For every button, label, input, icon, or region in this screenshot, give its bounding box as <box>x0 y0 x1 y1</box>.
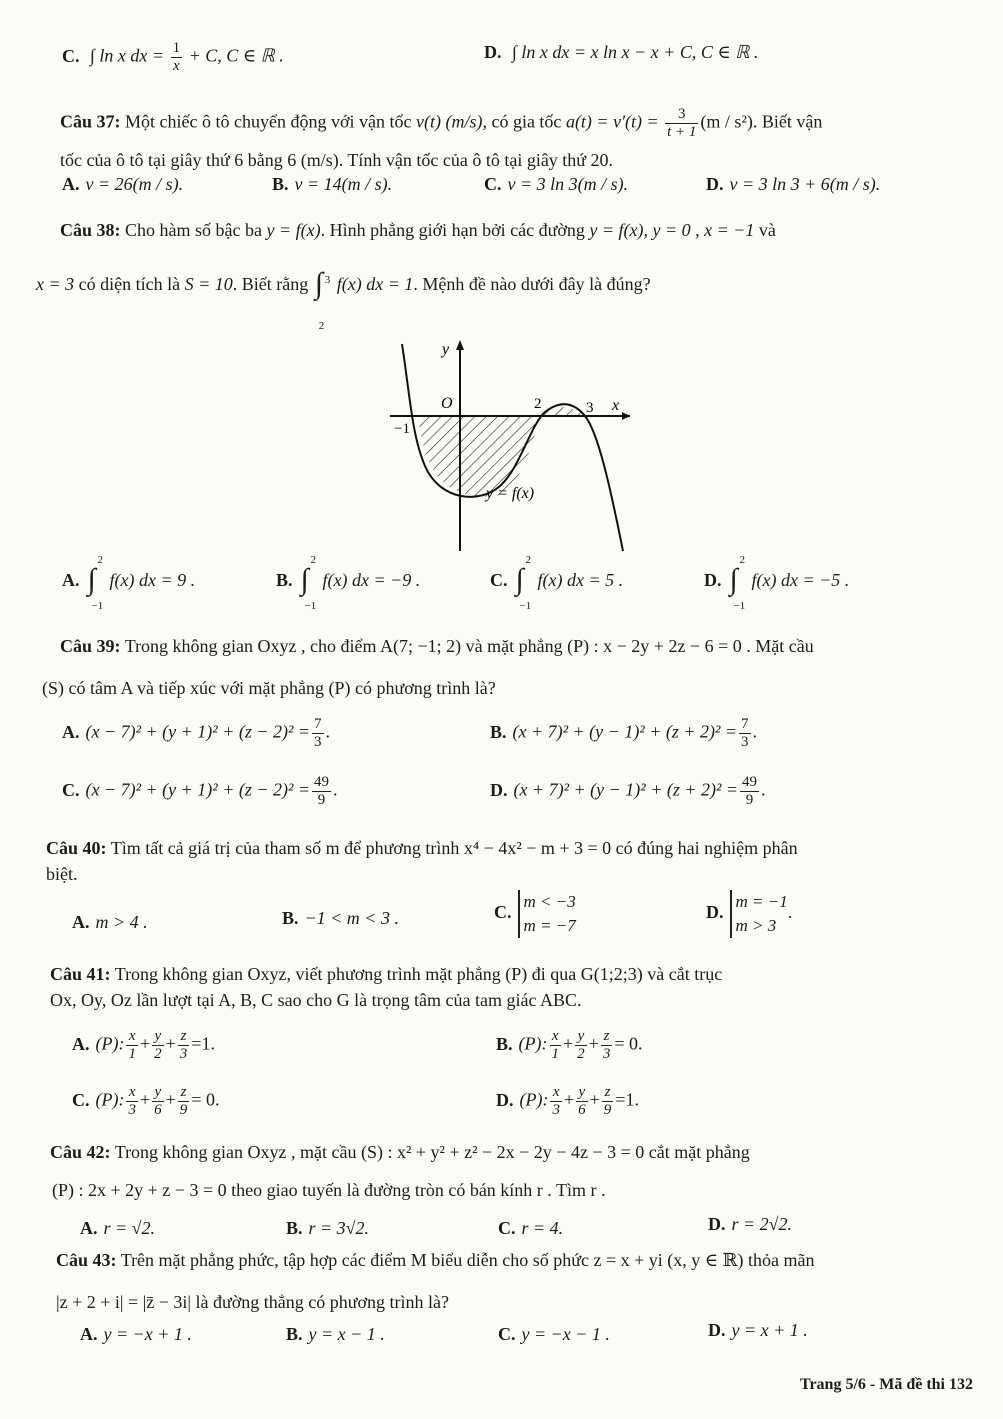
question-title: Câu 38: <box>60 220 121 240</box>
q40-option-a: A. m > 4 . <box>72 912 148 932</box>
q41-option-d: D. (P): $\frac{x}{3}$ + $\frac{y}{6}$ + $\frac{z}{9}$ =1. <box>496 1084 639 1118</box>
fraction: $\frac{1}{x}$ <box>172 40 181 74</box>
q41-line1: Câu 41: Trong không gian Oxyz, viết phương trình mặt phẳng (P) đi qua G(1;2;3) và cắt trục <box>50 964 723 984</box>
q40-line2: biệt. <box>46 864 78 884</box>
q43-line1: Câu 43: Trên mặt phẳng phức, tập hợp các điểm M biểu diễn cho số phức z = x + yi (x, y ∈ ℝ) thỏa mãn <box>56 1250 815 1270</box>
q42-line1: Câu 42: Trong không gian Oxyz , mặt cầu (S) : x² + y² + z² − 2x − 2y − 4z − 3 = 0 cắt mặt phẳng <box>50 1142 750 1162</box>
option-label: C. <box>62 45 80 66</box>
q42-option-b: B. r = 3√2. <box>286 1218 370 1238</box>
q37-option-c: C. v = 3 ln 3(m / s). <box>484 174 629 194</box>
option-label: D. <box>484 42 502 62</box>
q39-option-a: A. (x − 7)² + (y + 1)² + (z − 2)² = $\frac{7}{3}$ . <box>62 716 331 750</box>
q40-option-c: C.m < −3 m = −7 <box>494 890 576 938</box>
y-axis-arrow <box>456 340 464 350</box>
option-expr: ∫ ln x dx = x ln x − x + C, C ∈ ℝ . <box>512 42 759 62</box>
integral-sign: ∫ 3 2 <box>314 266 331 332</box>
q43-line2: |z + 2 + i| = |z̄ − 3i| là đường thẳng có phương trình là? <box>56 1292 449 1312</box>
q38-line1: Câu 38: Cho hàm số bậc ba y = f(x). Hình phẳng giới hạn bởi các đường y = f(x), y = 0 , x = −1 và <box>60 220 776 240</box>
option-expr-tail: + C, C ∈ ℝ . <box>188 45 284 66</box>
x-axis-arrow <box>622 412 630 420</box>
y-axis-label: y <box>442 341 450 358</box>
tick-minus1: −1 <box>394 421 410 437</box>
q39-option-c: C. (x − 7)² + (y + 1)² + (z − 2)² = $\frac{49}{9}$ . <box>62 774 338 808</box>
question-title: Câu 43: <box>56 1250 117 1270</box>
option-expr: ∫ ln x dx = <box>90 45 165 66</box>
origin-label: O <box>441 395 453 412</box>
q36-option-d <box>484 40 758 64</box>
question-title: Câu 41: <box>50 964 111 984</box>
cubic-graph <box>340 336 640 556</box>
q43-option-c: C. y = −x − 1 . <box>498 1324 610 1344</box>
x-axis-label: x <box>612 397 620 414</box>
q42-option-c: C. r = 4. <box>498 1218 564 1238</box>
q39-line1: Câu 39: Trong không gian Oxyz , cho điểm A(7; −1; 2) và mặt phẳng (P) : x − 2y + 2z − 6 = 0 . Mặt cầu <box>60 636 814 656</box>
q39-option-d: D. (x + 7)² + (y − 1)² + (z + 2)² = $\frac{49}{9}$ . <box>490 774 766 808</box>
q38-option-d: D. ∫ 2 −1 f(x) dx = −5 . <box>704 554 850 612</box>
q41-option-b: B. (P): $\frac{x}{1}$ + $\frac{y}{2}$ + $\frac{z}{3}$ = 0. <box>496 1028 643 1062</box>
q42-line2: (P) : 2x + 2y + z − 3 = 0 theo giao tuyến là đường tròn có bán kính r . Tìm r . <box>52 1180 606 1200</box>
question-title: Câu 37: <box>60 111 121 132</box>
q38-option-c: C. ∫ 2 −1 f(x) dx = 5 . <box>490 554 624 612</box>
q39-line2: (S) có tâm A và tiếp xúc với mặt phẳng (P) có phương trình là? <box>42 678 496 698</box>
q41-option-c: C. (P): $\frac{x}{3}$ + $\frac{y}{6}$ + $\frac{z}{9}$ = 0. <box>72 1084 220 1118</box>
q42-option-a: A. r = √2. <box>80 1218 156 1238</box>
q38-line2: x = 3 có diện tích là S = 10. Biết rằng ∫ 3 2 f(x) dx = 1. Mệnh đề nào dưới đây là đúng? <box>36 262 651 308</box>
page-footer: Trang 5/6 - Mã đề thi 132 <box>799 1376 973 1393</box>
q40-line1: Câu 40: Tìm tất cả giá trị của tham số m để phương trình x⁴ − 4x² − m + 3 = 0 có đúng hai nghiệm phân <box>46 838 798 858</box>
q38-option-b: B. ∫ 2 −1 f(x) dx = −9 . <box>276 554 421 612</box>
tick-2: 2 <box>534 396 542 412</box>
q43-option-a: A. y = −x + 1 . <box>80 1324 192 1344</box>
q37-option-b: B. v = 14(m / s). <box>272 174 393 194</box>
question-title: Câu 40: <box>46 838 107 858</box>
tick-3: 3 <box>586 400 594 416</box>
q43-option-d: D. y = x + 1 . <box>708 1320 808 1340</box>
q40-option-b: B. −1 < m < 3 . <box>282 908 399 928</box>
q37-line1: Câu 37: Một chiếc ô tô chuyển động với vận tốc v(t) (m/s), có gia tốc a(t) = v′(t) = $\frac{3}{t + 1}$ (m / s²). Biết vận <box>60 106 823 140</box>
q37-option-d: D. v = 3 ln 3 + 6(m / s). <box>706 174 881 194</box>
curve-label: y = f(x) <box>486 485 535 502</box>
q36-option-c <box>62 40 284 75</box>
q38-option-a: A. ∫ 2 −1 f(x) dx = 9 . <box>62 554 196 612</box>
q40-option-d: D.m = −1 m > 3. <box>706 890 792 938</box>
q41-option-a: A. (P): $\frac{x}{1}$ + $\frac{y}{2}$ + $\frac{z}{3}$ =1. <box>72 1028 215 1062</box>
q41-line2: Ox, Oy, Oz lần lượt tại A, B, C sao cho G là trọng tâm của tam giác ABC. <box>50 990 582 1010</box>
q37-line2: tốc của ô tô tại giây thứ 6 bằng 6 (m/s). Tính vận tốc của ô tô tại giây thứ 20. <box>60 150 614 170</box>
q42-option-d: D. r = 2√2. <box>708 1214 793 1234</box>
question-title: Câu 42: <box>50 1142 111 1162</box>
q39-option-b: B. (x + 7)² + (y − 1)² + (z + 2)² = $\frac{7}{3}$ . <box>490 716 758 750</box>
question-title: Câu 39: <box>60 636 121 656</box>
q37-option-a: A. v = 26(m / s). <box>62 174 184 194</box>
q43-option-b: B. y = x − 1 . <box>286 1324 385 1344</box>
fraction: $\frac{3}{t + 1}$ <box>667 106 697 140</box>
